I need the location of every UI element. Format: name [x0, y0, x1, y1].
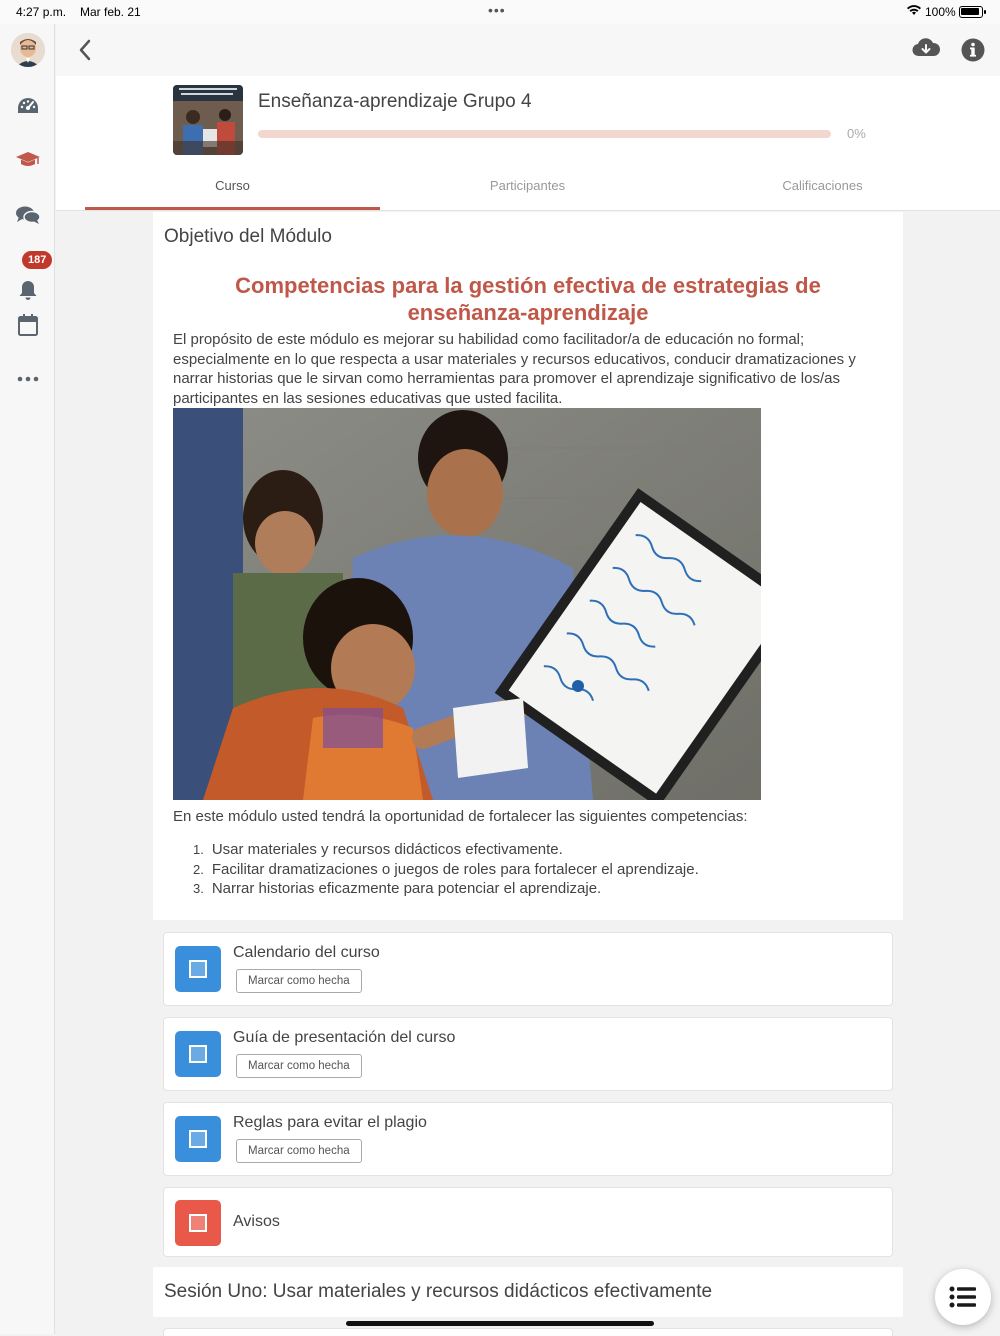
- wifi-icon: [906, 4, 922, 19]
- course-thumbnail: [173, 85, 243, 155]
- list-item: 2. Facilitar dramatizaciones o juegos de roles para fortalecer el aprendizaje.: [193, 860, 699, 878]
- dashboard-icon[interactable]: [0, 86, 55, 126]
- section-title: Objetivo del Módulo: [164, 226, 332, 247]
- status-time: 4:27 p.m.: [16, 5, 67, 19]
- tab-participantes[interactable]: Participantes: [489, 178, 566, 193]
- multitasking-dots-icon[interactable]: •••: [488, 2, 506, 18]
- info-icon[interactable]: [960, 37, 986, 63]
- forum-icon: [175, 1200, 221, 1246]
- download-cloud-icon[interactable]: [912, 37, 940, 65]
- activity-title[interactable]: Avisos: [233, 1213, 280, 1230]
- active-tab-indicator: [85, 207, 380, 210]
- resource-file-icon: [175, 1031, 221, 1077]
- module-photo: [173, 408, 761, 800]
- list-item: 1. Usar materiales y recursos didácticos efectivamente.: [193, 841, 563, 858]
- competencies-list: [193, 840, 699, 899]
- course-title: Enseñanza-aprendizaje Grupo 4: [258, 91, 532, 112]
- notifications-bell-icon[interactable]: [0, 270, 55, 310]
- activity-title[interactable]: Reglas para evitar el plagio: [233, 1114, 427, 1131]
- battery-icon: [959, 6, 983, 18]
- tab-calificaciones[interactable]: Calificaciones: [782, 178, 863, 193]
- mark-as-done-button[interactable]: Marcar como hecha: [236, 969, 362, 993]
- status-bar: [0, 0, 1000, 24]
- mark-as-done-button[interactable]: Marcar como hecha: [236, 1054, 362, 1078]
- home-indicator[interactable]: [346, 1321, 654, 1326]
- activity-title[interactable]: Guía de presentación del curso: [233, 1029, 456, 1046]
- sidebar: [0, 24, 55, 1334]
- course-progress-label: 0%: [847, 126, 866, 141]
- session-section: [153, 1267, 903, 1317]
- tab-curso[interactable]: Curso: [215, 178, 250, 193]
- courses-graduation-cap-icon[interactable]: [0, 140, 55, 180]
- module-intro-text: El propósito de este módulo es mejorar su habilidad como facilitador/a de educación no formal; especialmente en lo que respecta a usar materiales y recursos educativos, conducir dramatizaciones y narrar historias que le sirvan como herramientas para promover el aprendizaje significativo de los/as participantes en las sesiones educativas que usted facilita.: [173, 331, 856, 407]
- session-title: Sesión Uno: Usar materiales y recursos didácticos efectivamente: [164, 1281, 713, 1302]
- course-header: [56, 76, 1000, 211]
- activity-avisos[interactable]: [163, 1187, 893, 1257]
- activity-calendario-del-curso[interactable]: [163, 932, 893, 1006]
- list-icon: [949, 1286, 977, 1308]
- course-index-button[interactable]: [935, 1269, 991, 1325]
- status-date: Mar feb. 21: [80, 5, 141, 19]
- resource-file-icon: [175, 946, 221, 992]
- more-options-icon[interactable]: [0, 359, 55, 399]
- resource-file-icon: [175, 1116, 221, 1162]
- notifications-badge: 187: [22, 251, 52, 269]
- calendar-icon[interactable]: [0, 305, 55, 345]
- back-chevron-icon[interactable]: [72, 36, 100, 64]
- next-activity-card: [163, 1328, 893, 1336]
- list-item: 3. Narrar historias eficazmente para potenciar el aprendizaje.: [193, 880, 602, 897]
- messages-chat-icon[interactable]: [0, 195, 55, 235]
- activity-guia-de-presentacion[interactable]: [163, 1017, 893, 1091]
- battery-level: 100%: [925, 5, 956, 19]
- activity-reglas-plagio[interactable]: [163, 1102, 893, 1176]
- competencies-intro-text: En este módulo usted tendrá la oportunidad de fortalecer las siguientes competencias:: [173, 808, 748, 825]
- module-heading: Competencias para la gestión efectiva de estrategias de enseñanza-aprendizaje: [235, 273, 821, 325]
- avatar[interactable]: [11, 33, 45, 67]
- mark-as-done-button[interactable]: Marcar como hecha: [236, 1139, 362, 1163]
- module-objective-section: [153, 212, 903, 920]
- activity-title[interactable]: Calendario del curso: [233, 944, 380, 961]
- course-progress-bar: [258, 130, 831, 138]
- top-bar: [56, 24, 1000, 76]
